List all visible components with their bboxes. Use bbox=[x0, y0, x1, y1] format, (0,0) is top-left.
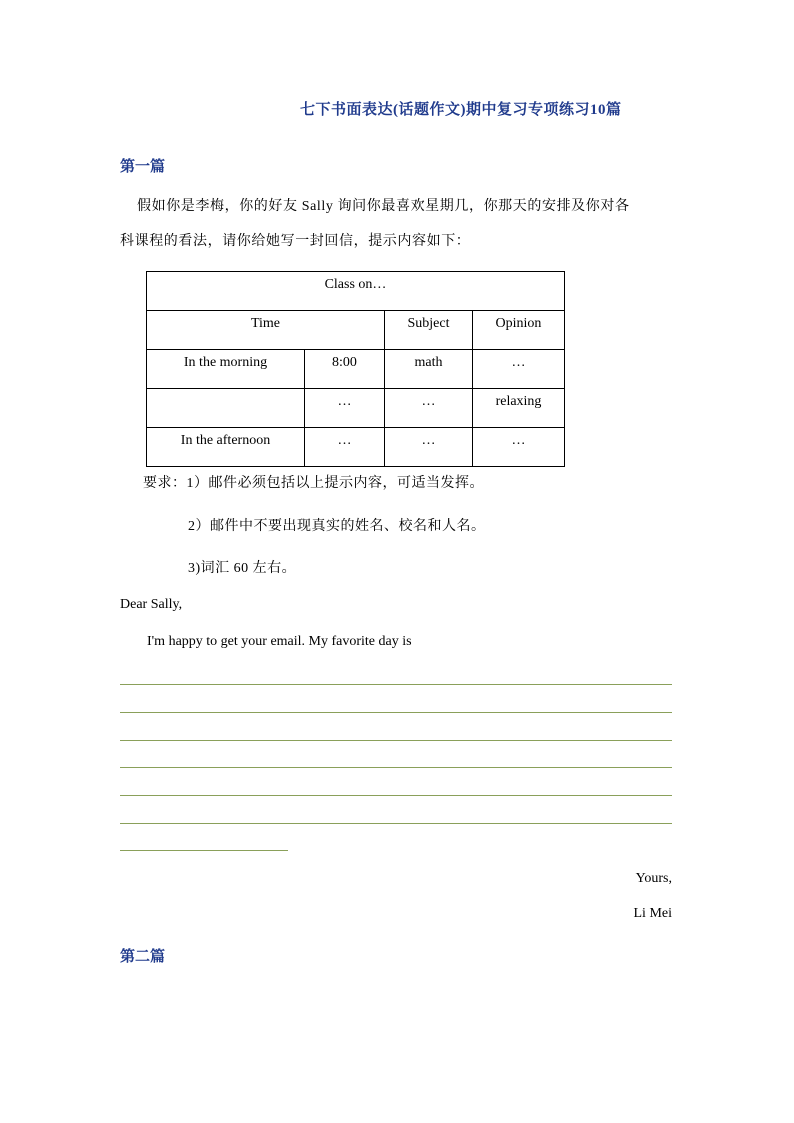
writing-line bbox=[120, 740, 672, 741]
table-cell: In the afternoon bbox=[147, 428, 305, 467]
table-column-subject: Subject bbox=[385, 311, 473, 350]
letter-closing: Yours, bbox=[635, 871, 672, 886]
writing-line bbox=[120, 712, 672, 713]
table-cell: … bbox=[385, 428, 473, 467]
requirement-3: 3)词汇 60 左右。 bbox=[188, 561, 297, 576]
table-header-cell: Class on… bbox=[147, 272, 565, 311]
letter-opening: I'm happy to get your email. My favorite day is bbox=[147, 634, 412, 649]
table-cell: … bbox=[385, 389, 473, 428]
table-row bbox=[147, 311, 565, 350]
table-cell: … bbox=[305, 428, 385, 467]
table-row bbox=[147, 272, 565, 311]
section-heading-2: 第二篇 bbox=[120, 949, 166, 965]
table-row bbox=[147, 389, 565, 428]
writing-line bbox=[120, 850, 288, 851]
requirement-1: 要求：1）邮件必须包括以上提示内容，可适当发挥。 bbox=[143, 476, 484, 491]
prompt-line-1: 假如你是李梅，你的好友 Sally 询问你最喜欢星期几，你那天的安排及你对各 bbox=[137, 199, 630, 214]
prompt-table bbox=[146, 271, 565, 467]
table-cell: … bbox=[305, 389, 385, 428]
table-column-opinion: Opinion bbox=[473, 311, 565, 350]
table-row bbox=[147, 428, 565, 467]
table-cell: In the morning bbox=[147, 350, 305, 389]
table-cell: … bbox=[473, 428, 565, 467]
document-title: 七下书面表达(话题作文)期中复习专项练习10篇 bbox=[300, 102, 622, 118]
requirement-2: 2）邮件中不要出现真实的姓名、校名和人名。 bbox=[188, 519, 486, 534]
writing-line bbox=[120, 823, 672, 824]
table-cell: … bbox=[473, 350, 565, 389]
writing-line bbox=[120, 767, 672, 768]
letter-signature: Li Mei bbox=[633, 906, 672, 921]
table-column-time: Time bbox=[147, 311, 385, 350]
table-cell: math bbox=[385, 350, 473, 389]
table-row bbox=[147, 350, 565, 389]
writing-line bbox=[120, 795, 672, 796]
section-heading-1: 第一篇 bbox=[120, 159, 166, 175]
letter-greeting: Dear Sally, bbox=[120, 597, 183, 612]
writing-line bbox=[120, 684, 672, 685]
table-cell: relaxing bbox=[473, 389, 565, 428]
table-cell bbox=[147, 389, 305, 428]
prompt-line-2: 科课程的看法，请你给她写一封回信，提示内容如下： bbox=[120, 234, 471, 249]
table-cell: 8:00 bbox=[305, 350, 385, 389]
